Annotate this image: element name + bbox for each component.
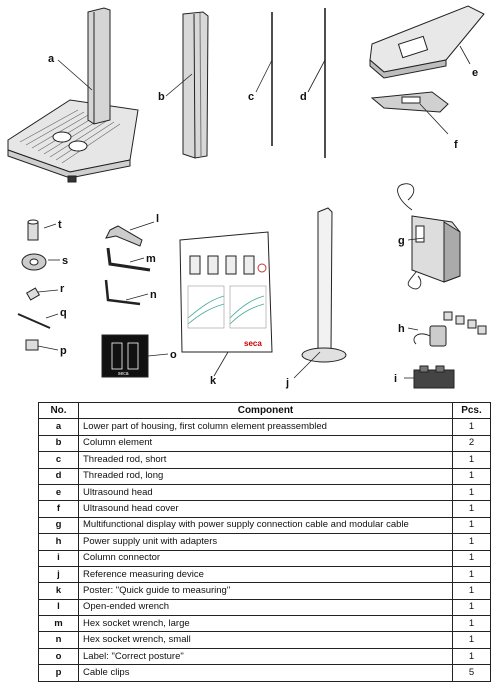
cell-pcs: 1 xyxy=(453,468,491,484)
table-row xyxy=(39,435,491,451)
label-k: k xyxy=(210,375,217,387)
cell-pcs: 1 xyxy=(453,550,491,566)
cell-component: Open-ended wrench xyxy=(79,599,453,615)
table-row xyxy=(39,517,491,533)
cell-component: Multifunctional display with power supply connection cable and modular cable xyxy=(79,517,453,533)
cell-component: Reference measuring device xyxy=(79,566,453,582)
cell-component: Power supply unit with adapters xyxy=(79,534,453,550)
label-t: t xyxy=(58,219,62,231)
table-row xyxy=(39,665,491,681)
cell-no: p xyxy=(39,665,79,681)
cell-component: Threaded rod, long xyxy=(79,468,453,484)
cell-pcs: 1 xyxy=(453,648,491,664)
table-row xyxy=(39,501,491,517)
cell-pcs: 1 xyxy=(453,599,491,615)
cell-no: l xyxy=(39,599,79,615)
cell-no: g xyxy=(39,517,79,533)
table-row xyxy=(39,452,491,468)
cell-pcs: 1 xyxy=(453,632,491,648)
table-row xyxy=(39,599,491,615)
table-row xyxy=(39,534,491,550)
cell-component: Column connector xyxy=(79,550,453,566)
cell-component: Label: "Correct posture" xyxy=(79,648,453,664)
table-row xyxy=(39,616,491,632)
label-q: q xyxy=(60,307,67,319)
reference-device-drawing xyxy=(302,208,346,362)
column-element-drawing xyxy=(183,12,208,158)
cell-pcs: 5 xyxy=(453,665,491,681)
multifunction-display-drawing xyxy=(398,184,460,289)
table-row xyxy=(39,632,491,648)
label-s: s xyxy=(62,255,69,267)
cell-pcs: 1 xyxy=(453,452,491,468)
table-row xyxy=(39,566,491,582)
label-m: m xyxy=(146,253,156,265)
cell-no: m xyxy=(39,616,79,632)
power-supply-drawing xyxy=(414,312,486,346)
cell-component: Hex socket wrench, small xyxy=(79,632,453,648)
cell-component: Ultrasound head xyxy=(79,484,453,500)
cell-component: Column element xyxy=(79,435,453,451)
cell-pcs: 1 xyxy=(453,501,491,517)
card-brand: seca xyxy=(118,371,129,377)
table-row xyxy=(39,468,491,484)
cell-no: j xyxy=(39,566,79,582)
label-h: h xyxy=(398,323,405,335)
table-header-row xyxy=(39,403,491,419)
ultrasound-head-drawing xyxy=(370,6,484,78)
cell-component: Poster: "Quick guide to measuring" xyxy=(79,583,453,599)
cell-pcs: 1 xyxy=(453,534,491,550)
cell-component: Cable clips xyxy=(79,665,453,681)
cell-pcs: 1 xyxy=(453,583,491,599)
poster-drawing xyxy=(180,232,272,352)
label-a: a xyxy=(48,53,55,65)
cell-no: f xyxy=(39,501,79,517)
table-row xyxy=(39,583,491,599)
cell-no: k xyxy=(39,583,79,599)
cell-no: i xyxy=(39,550,79,566)
cell-pcs: 1 xyxy=(453,616,491,632)
cell-no: o xyxy=(39,648,79,664)
label-c: c xyxy=(248,91,255,103)
cell-pcs: 1 xyxy=(453,484,491,500)
header-pcs: Pcs. xyxy=(453,403,491,419)
cell-no: n xyxy=(39,632,79,648)
cell-no: h xyxy=(39,534,79,550)
header-component: Component xyxy=(79,403,453,419)
table-row xyxy=(39,648,491,664)
poster-brand: seca xyxy=(244,339,262,348)
table-row xyxy=(39,550,491,566)
housing-base-drawing xyxy=(8,8,138,182)
label-r: r xyxy=(60,283,65,295)
label-j: j xyxy=(286,377,290,389)
cell-no: c xyxy=(39,452,79,468)
label-n: n xyxy=(150,289,157,301)
label-o: o xyxy=(170,349,177,361)
label-p: p xyxy=(60,345,67,357)
components-table xyxy=(38,402,491,682)
label-b: b xyxy=(158,91,165,103)
cell-no: d xyxy=(39,468,79,484)
cell-no: e xyxy=(39,484,79,500)
cell-pcs: 2 xyxy=(453,435,491,451)
cell-no: b xyxy=(39,435,79,451)
label-d: d xyxy=(300,91,307,103)
cell-pcs: 1 xyxy=(453,566,491,582)
table-row xyxy=(39,419,491,435)
cell-component: Lower part of housing, first column element preassembled xyxy=(79,419,453,435)
cell-component: Ultrasound head cover xyxy=(79,501,453,517)
label-e: e xyxy=(472,67,479,79)
label-g: g xyxy=(398,235,405,247)
label-i: i xyxy=(394,373,398,385)
label-f: f xyxy=(454,139,458,151)
column-connector-drawing xyxy=(414,366,454,388)
table-row xyxy=(39,484,491,500)
small-hardware-drawing xyxy=(18,220,50,350)
cell-no: a xyxy=(39,419,79,435)
header-no: No. xyxy=(39,403,79,419)
wrenches-drawing xyxy=(106,226,150,304)
label-l: l xyxy=(156,213,160,225)
ultrasound-head-cover-drawing xyxy=(372,92,448,112)
cell-pcs: 1 xyxy=(453,517,491,533)
cell-component: Threaded rod, short xyxy=(79,452,453,468)
cell-component: Hex socket wrench, large xyxy=(79,616,453,632)
cell-pcs: 1 xyxy=(453,419,491,435)
